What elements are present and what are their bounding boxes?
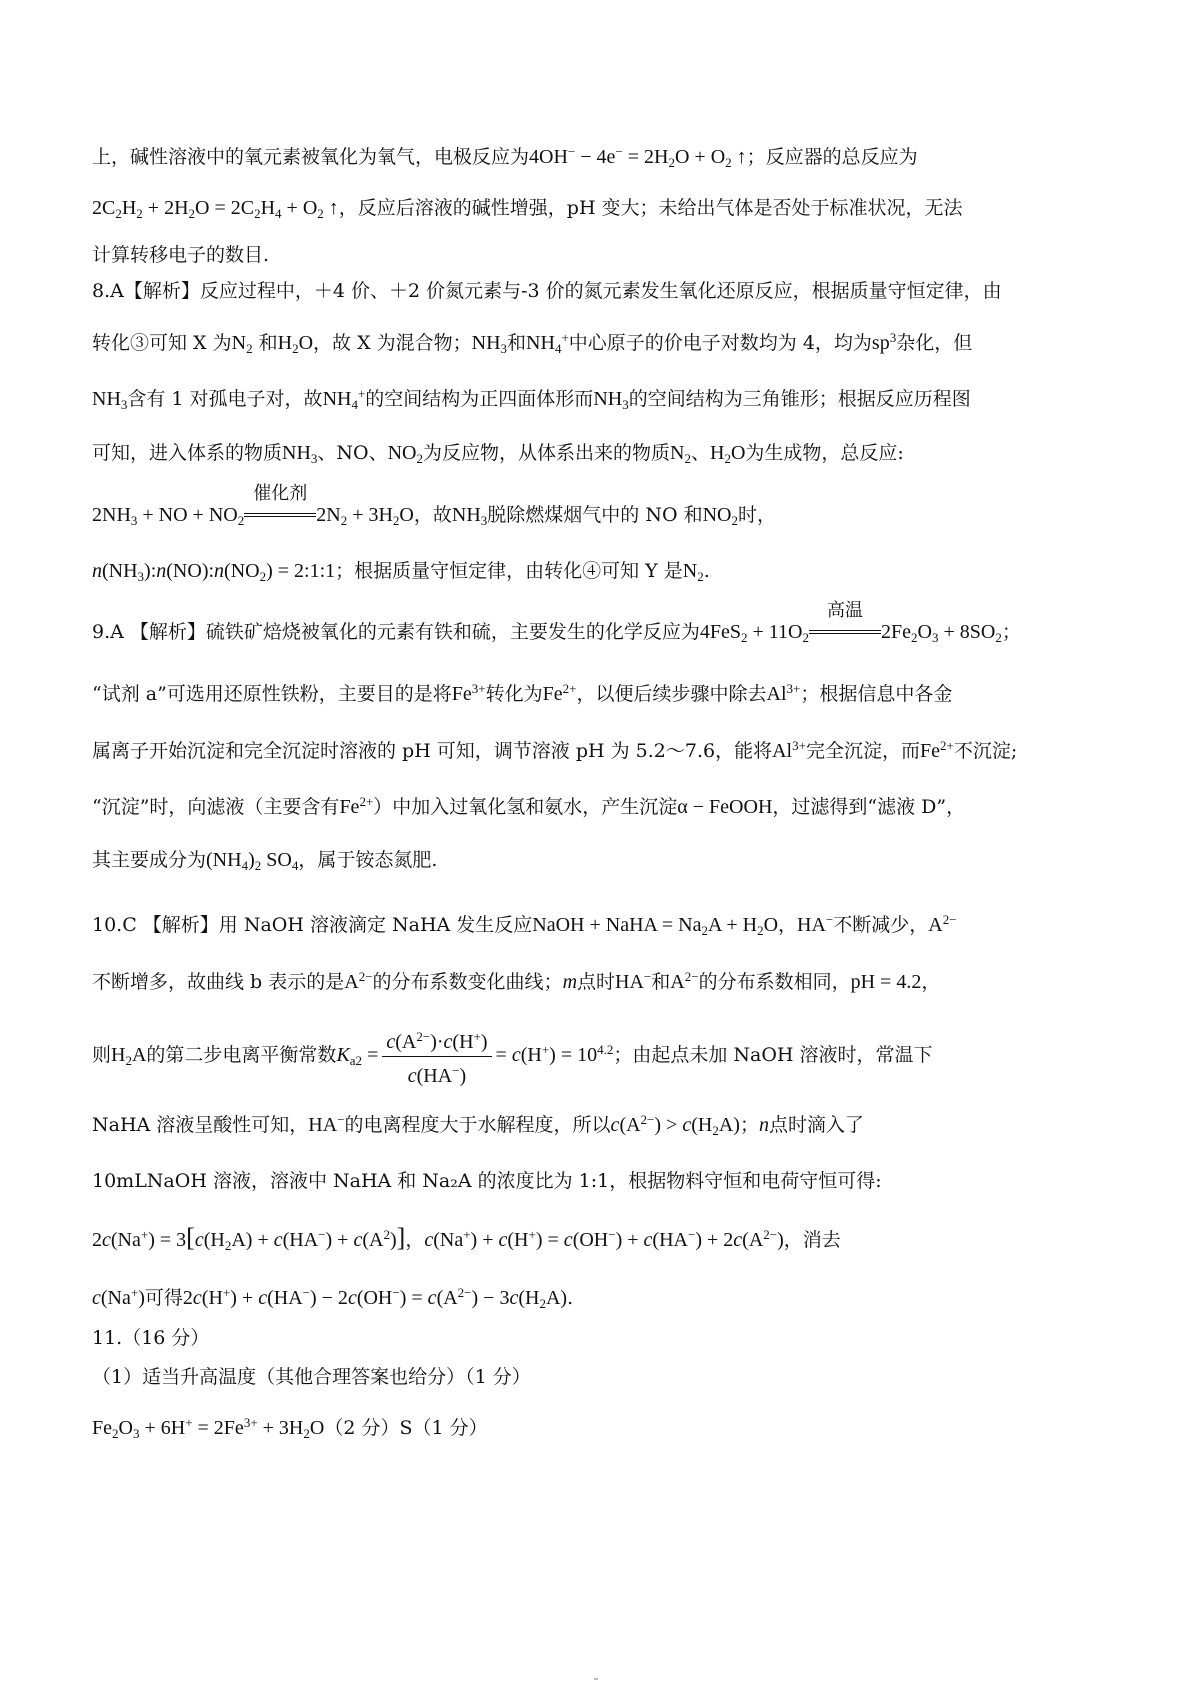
text-line-11: “试剂 a”可选用还原性铁粉，主要目的是将$Fe^{3+}$转化为$Fe^{2+}$，以便后续步骤中除去$Al^{3+}$；根据信息中各金 [92,681,953,705]
text-line-13: “沉淀”时，向滤液（主要含有$Fe^{2+}$）中加入过氧化氢和氨水，产生沉淀α − FeOOH，过滤得到“滤液 D”， [92,794,966,818]
roasting-equation: $4FeS_2 + 11O_2$ 高温 $2Fe_2O_3 + 8SO_2$ [699,600,1002,645]
text-line-2: $2C_2H_2 + 2H_2O = 2C_2H_4 + O_2$ ↑，反应后溶液的碱性增强，pH 变大；未给出气体是否处于标准状况，无法 [92,197,963,221]
text-line-7: 可知，进入体系的物质$NH_3$、NO、$NO_2$为反应物，从体系出来的物质$N_2$、$H_2O$为生成物，总反应: [92,442,904,466]
text-line-12: 属离子开始沉淀和完全沉淀时溶液的 pH 可知，调节溶液 pH 为 5.2～7.6，能将$Al^{3+}$完全沉淀，而$Fe^{2+}$不沉淀; [92,738,1018,762]
text-line-6: $NH_3$含有 1 对孤电子对，故$NH_4^+$的空间结构为正四面体形而$NH_3$的空间结构为三角锥形；根据反应历程图 [92,386,971,412]
text-line-19: 10mLNaOH 溶液，溶液中 NaHA 和 Na₂A 的浓度比为 1:1，根据物料守恒和电荷守恒可得: [92,1170,882,1192]
text-line-4: 8.A【解析】反应过程中，＋4 价、＋2 价氮元素与-3 价的氮元素发生氧化还原反应，根据质量守恒定律，由 [92,280,1002,302]
text-line-5: 转化③可知 X 为$N_2$ 和$H_2O$，故 X 为混合物；$NH_3$和$NH_4^+$中心原子的价电子对数均为 4，均为$sp^3$杂化，但 [92,330,973,356]
text-line-14: 其主要成分为$(NH_4)_2$ $SO_4$，属于铵态氮肥. [92,849,438,873]
text-line-21: c(Na+)可得$2c(H^+) + c(HA^-) - 2c(OH^-) = c(A^{2-}) - 3c(H_2A)$. [92,1285,574,1311]
text-line-17: 则$H_2A$的第二步电离平衡常数$K_{a2}$ = $\frac{c(A^{2-})\cdot c(H^+)}{c(HA^-)}$ = $c(H^+) = 10^{4.2}$；由起点未加 NaOH 溶液时，常温下 [92,1020,1120,1091]
footer-mark [594,1678,598,1680]
text-line-22: 11.（16 分） [92,1327,210,1349]
ka2-fraction: $\frac{c(A^{2-})\cdot c(H^+)}{c(HA^-)}$ [382,1023,491,1090]
electrode-equation: $4OH^- - 4e^- = 2H_2O + O_2$ ↑ [529,144,747,170]
text-line-15: 10.C 【解析】用 NaOH 溶液滴定 NaHA 发生反应NaOH + NaHA = $Na_2A + H_2O$，HA−不断减少，$A^{2-}$ [92,912,957,938]
denitration-equation: $2NH_3$ + NO + $NO_2$ 催化剂 $2N_2 + 3H_2O$ [92,483,414,528]
text-line-18: NaHA 溶液呈酸性可知，HA−的电离程度大于水解程度，所以$c(A^{2-}) > c(H_2A)$；n点时滴入了 [92,1112,864,1138]
text-line-9: $n(NH_3):n(NO):n(NO_2)$ = 2:1:1；根据质量守恒定律，由转化④可知 Y 是$N_2$. [92,560,710,584]
text-line-24: $Fe_2O_3 + 6H^+ = 2Fe^{3+} + 3H_2O(2$ 分）S（1 分） [92,1415,488,1441]
text-line-16: 不断增多，故曲线 b 表示的是$A^{2-}$的分布系数变化曲线；m点时HA−和$A^{2-}$的分布系数相同，pH = 4.2， [92,969,941,993]
total-reaction-equation: $2C_2H_2 + 2H_2O = 2C_2H_4 + O_2$ ↑ [92,197,339,221]
text-line-20: $2c(Na^+) = 3[c(H_2A) + c(HA^-) + c(A^2)]$，$c(Na^+) + c(H^+) = c(OH^-) + c(HA^-) + 2c(A^{2-})$，消去 [92,1223,841,1253]
text-line-1: 上，碱性溶液中的氧元素被氧化为氧气，电极反应为$4OH^- - 4e^- = 2H_2O + O_2$ ↑；反应器的总反应为 [92,144,918,170]
ratio-equation: $n(NH_3):n(NO):n(NO_2)$ = 2:1:1 [92,560,336,584]
text-line-10: 9.A 【解析】硫铁矿焙烧被氧化的元素有铁和硫，主要发生的化学反应为$4FeS_2 + 11O_2$ 高温 $2Fe_2O_3 + 8SO_2$； [92,600,1021,645]
text-line-23: （1）适当升高温度（其他合理答案也给分）（1 分） [92,1366,531,1388]
text-line-3: 计算转移电子的数目. [92,244,270,266]
text-line-8: $2NH_3$ + NO + $NO_2$ 催化剂 $2N_2 + 3H_2O$，故$NH_3$脱除燃煤烟气中的 NO 和$NO_2$时， [92,483,776,528]
